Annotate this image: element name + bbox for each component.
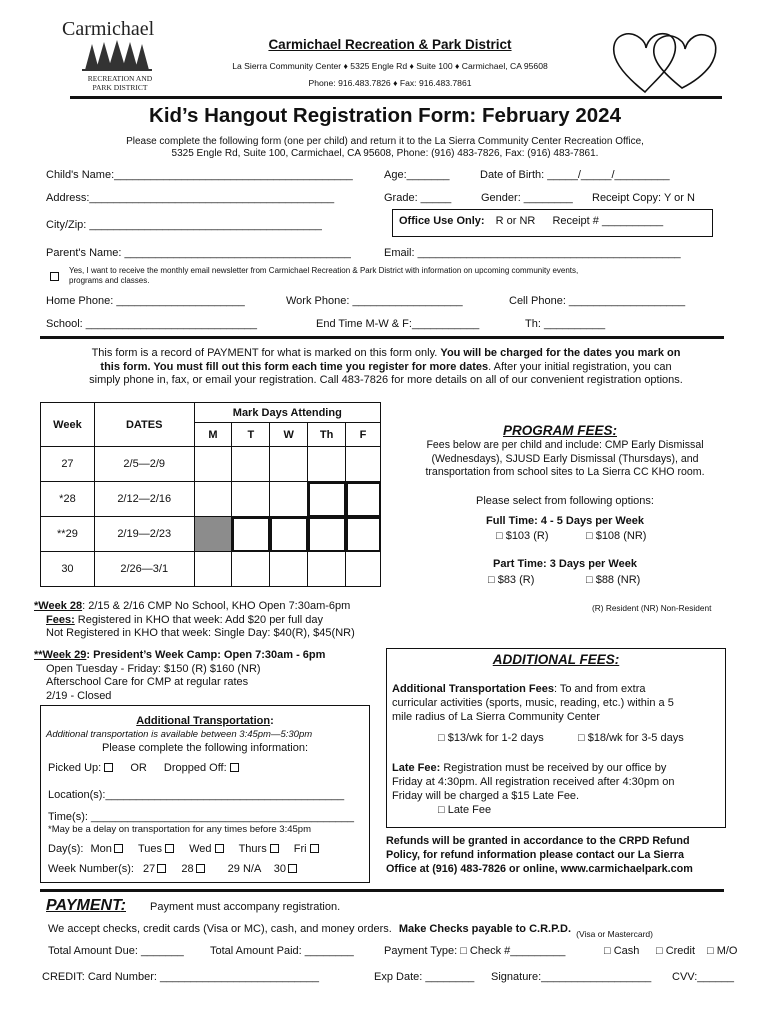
attend-checkbox[interactable]: [346, 447, 381, 482]
school-field[interactable]: School: ____________________________: [46, 318, 258, 330]
total-paid-field[interactable]: Total Amount Paid: ________: [210, 945, 354, 957]
hearts-icon: [610, 24, 720, 96]
age-field[interactable]: Age:_______: [384, 169, 450, 181]
week-cell: 27: [41, 447, 95, 482]
org-name: Carmichael Recreation & Park District: [268, 37, 512, 52]
pine-trees-icon: [82, 40, 152, 72]
day-header: T: [232, 423, 270, 447]
accepted-payments: We accept checks, credit cards (Visa or MC), cash, and money orders. Make Checks payable to C.R.P.D. $_{(Visa or Mastercard)}$: [48, 923, 653, 939]
attend-checkbox[interactable]: [232, 552, 270, 587]
table-row: [41, 447, 381, 482]
payment-title: PAYMENT:: [46, 897, 126, 914]
day-header: M: [194, 423, 232, 447]
part-time-resident-option[interactable]: □ $83 (R): [488, 574, 535, 586]
attend-checkbox[interactable]: [308, 482, 346, 517]
payment-type-credit[interactable]: □ Credit: [656, 945, 696, 957]
day-checkbox[interactable]: [165, 844, 174, 853]
day-checkbox[interactable]: [270, 844, 279, 853]
office-r-nr: R or NR: [495, 215, 536, 227]
times-field[interactable]: Time(s): ___________________________________________: [48, 811, 355, 823]
intro-text: Please complete the following form (one per child) and return it to the La Sierra Community Center Recreation Office, 5325 Engle Rd, Suite 100, Carmichael, CA 95608, Phone: (916) 483-7826, Fax: (916) 483-7861.: [126, 136, 644, 159]
week-checkbox[interactable]: [157, 864, 166, 873]
week-cell: **29: [41, 517, 95, 552]
org-address: La Sierra Community Center ♦ 5325 Engle Rd ♦ Suite 100 ♦ Carmichael, CA 95608: [232, 61, 548, 71]
attend-checkbox[interactable]: [270, 447, 308, 482]
city-zip-field[interactable]: City/Zip: ______________________________________: [46, 219, 322, 231]
transport-fee-option-2[interactable]: □ $18/wk for 3-5 days: [578, 732, 684, 744]
table-row: [41, 482, 381, 517]
attend-checkbox[interactable]: [194, 482, 232, 517]
newsletter-checkbox[interactable]: [50, 267, 59, 285]
schedule-table: [40, 402, 381, 587]
header-divider: [70, 96, 722, 99]
full-time-nonresident-option[interactable]: □ $108 (NR): [586, 530, 647, 542]
closed-cell: [194, 517, 232, 552]
work-phone-field[interactable]: Work Phone: __________________: [286, 295, 463, 307]
dates-cell: 2/5—2/9: [94, 447, 194, 482]
program-fees-desc: Fees below are per child and include: CMP Early Dismissal (Wednesdays), SJUSD Early Dismissal (Thursdays), and transportation from school sites to La Sierra CC KHO room.: [425, 439, 705, 478]
attend-checkbox[interactable]: [270, 517, 308, 552]
transportation-instructions: Please complete the following information:: [101, 742, 309, 754]
program-fees-title: PROGRAM FEES:: [502, 423, 617, 438]
week-checkbox[interactable]: [288, 864, 297, 873]
payment-type-mo[interactable]: □ M/O: [707, 945, 738, 957]
payment-record-notice: This form is a record of PAYMENT for what is marked on this form only. You will be charged for the dates you mark on this form. You must fill out this form each time you register for more dates. After your initial registration, you can simply phone in, fax, or email your registration. Call 483-7826 for more details on all of our convenient registration options.: [89, 347, 683, 386]
payment-accompany: Payment must accompany registration.: [150, 901, 341, 913]
dates-cell: 2/26—3/1: [94, 552, 194, 587]
logo-name: Carmichael: [62, 18, 155, 40]
pickup-dropoff-row: Picked Up: OR Dropped Off:: [48, 762, 239, 774]
payment-divider: [40, 889, 724, 892]
table-row: [41, 552, 381, 587]
attend-checkbox[interactable]: [194, 552, 232, 587]
page-title: Kid’s Hangout Registration Form: February 2024: [149, 104, 621, 127]
attend-checkbox[interactable]: [346, 517, 381, 552]
newsletter-text: Yes, I want to receive the monthly email newsletter from Carmichael Recreation & Park District with information on upcoming community events, programs and classes.: [69, 266, 579, 285]
mark-days-header: Mark Days Attending: [194, 403, 380, 423]
logo-subtitle: RECREATION AND PARK DISTRICT: [87, 74, 153, 92]
org-phone: Phone: 916.483.7826 ♦ Fax: 916.483.7861: [308, 78, 472, 88]
attend-checkbox[interactable]: [232, 447, 270, 482]
attend-checkbox[interactable]: [308, 447, 346, 482]
week-cell: *28: [41, 482, 95, 517]
day-header: Th: [308, 423, 346, 447]
email-field[interactable]: Email: ___________________________________________: [384, 247, 681, 259]
attend-checkbox[interactable]: [346, 552, 381, 587]
attend-checkbox[interactable]: [270, 482, 308, 517]
payment-type-cash[interactable]: □ Cash: [604, 945, 640, 957]
child-name-field[interactable]: Child's Name:_______________________________________: [46, 169, 353, 181]
info-divider: [40, 336, 724, 339]
full-time-resident-option[interactable]: □ $103 (R): [496, 530, 549, 542]
attend-checkbox[interactable]: [270, 552, 308, 587]
attend-checkbox[interactable]: [346, 482, 381, 517]
dates-cell: 2/12—2/16: [94, 482, 194, 517]
residency-legend: (R) Resident (NR) Non-Resident: [592, 603, 712, 613]
gender-field[interactable]: Gender: ________: [481, 192, 573, 204]
payment-type-check[interactable]: Payment Type: □ Check #_________: [384, 945, 566, 957]
day-checkbox[interactable]: [114, 844, 123, 853]
office-use-label: Office Use Only:: [399, 215, 485, 227]
address-field[interactable]: Address:________________________________________: [46, 192, 335, 204]
receipt-copy-field[interactable]: Receipt Copy: Y or N: [592, 192, 695, 204]
transportation-title: Additional Transportation:: [136, 715, 274, 727]
dates-header: DATES: [94, 403, 194, 447]
transportation-note: Additional transportation is available between 3:45pm—5:30pm: [46, 729, 313, 740]
locations-field[interactable]: Location(s):_______________________________________: [48, 789, 345, 801]
attend-checkbox[interactable]: [194, 447, 232, 482]
dropped-off-checkbox[interactable]: [230, 763, 239, 772]
table-row: [41, 517, 381, 552]
additional-transport-fees: Additional Transportation Fees: To and from extra curricular activities (sports, music, reading, etc.) within a 5 mile radius of La Sierra Community Center: [392, 683, 674, 723]
day-header: W: [270, 423, 308, 447]
attend-checkbox[interactable]: [232, 482, 270, 517]
week-header: Week: [41, 403, 95, 447]
part-time-nonresident-option[interactable]: □ $88 (NR): [586, 574, 641, 586]
week28-note: *Week 28: 2/15 & 2/16 CMP No School, KHO Open 7:30am-6pm Fees: Registered in KHO that week: Add $20 per full day Not Registered in KHO that week: Single Day: $40(R), $45(NR): [34, 600, 355, 639]
week-cell: 30: [41, 552, 95, 587]
card-number-field[interactable]: CREDIT: Card Number: __________________________: [42, 971, 320, 983]
dates-cell: 2/19—2/23: [94, 517, 194, 552]
additional-fees-title: ADDITIONAL FEES:: [492, 652, 620, 667]
attend-checkbox[interactable]: [308, 552, 346, 587]
late-fee-option[interactable]: □ Late Fee: [438, 804, 492, 816]
week-numbers-row: Week Number(s): 27 28 29 N/A 30: [48, 863, 297, 875]
refund-policy: Refunds will be granted in accordance to the CRPD Refund Policy, for refund information please contact our La Sierra Office at (916) 483-7826 or online, www.carmichaelpark.com: [386, 835, 693, 875]
cell-phone-field[interactable]: Cell Phone: ___________________: [509, 295, 686, 307]
transport-fee-option-1[interactable]: □ $13/wk for 1-2 days: [438, 732, 544, 744]
delay-note: *May be a delay on transportation for any times before 3:45pm: [48, 824, 311, 835]
full-time-label: Full Time: 4 - 5 Days per Week: [486, 515, 644, 527]
attend-checkbox[interactable]: [232, 517, 270, 552]
dob-field[interactable]: Date of Birth: _____/_____/_________: [480, 169, 670, 181]
th-field[interactable]: Th: __________: [525, 318, 606, 330]
week29-note: **Week 29: President’s Week Camp: Open 7:30am - 6pm Open Tuesday - Friday: $150 (R) $160 (NR) Afterschool Care for CMP at regular rates 2/19 - Closed: [34, 649, 326, 702]
day-checkbox[interactable]: [310, 844, 319, 853]
day-header: F: [346, 423, 381, 447]
home-phone-field[interactable]: Home Phone: _____________________: [46, 295, 245, 307]
days-row: Day(s): Mon Tues Wed Thurs Fri: [48, 843, 319, 855]
attend-checkbox[interactable]: [308, 517, 346, 552]
part-time-label: Part Time: 3 Days per Week: [493, 558, 637, 570]
week-checkbox[interactable]: [196, 864, 205, 873]
cvv-field[interactable]: CVV:______: [672, 971, 734, 983]
exp-date-field[interactable]: Exp Date: ________: [374, 971, 475, 983]
picked-up-checkbox[interactable]: [104, 763, 113, 772]
signature-field[interactable]: Signature:__________________: [491, 971, 652, 983]
end-time-field[interactable]: End Time M-W & F:___________: [316, 318, 480, 330]
late-fee-text: Late Fee: Registration must be received by our office by Friday at 4:30pm. All registration received after 4:30pm on Friday will be charged a $15 Late Fee.: [392, 762, 675, 802]
office-receipt: Receipt # __________: [552, 215, 664, 227]
select-options-text: Please select from following options:: [476, 495, 654, 507]
day-checkbox[interactable]: [215, 844, 224, 853]
total-due-field[interactable]: Total Amount Due: _______: [48, 945, 184, 957]
grade-field[interactable]: Grade: _____: [384, 192, 452, 204]
office-use-box: [392, 209, 713, 237]
parent-name-field[interactable]: Parent's Name: _____________________________________: [46, 247, 351, 259]
